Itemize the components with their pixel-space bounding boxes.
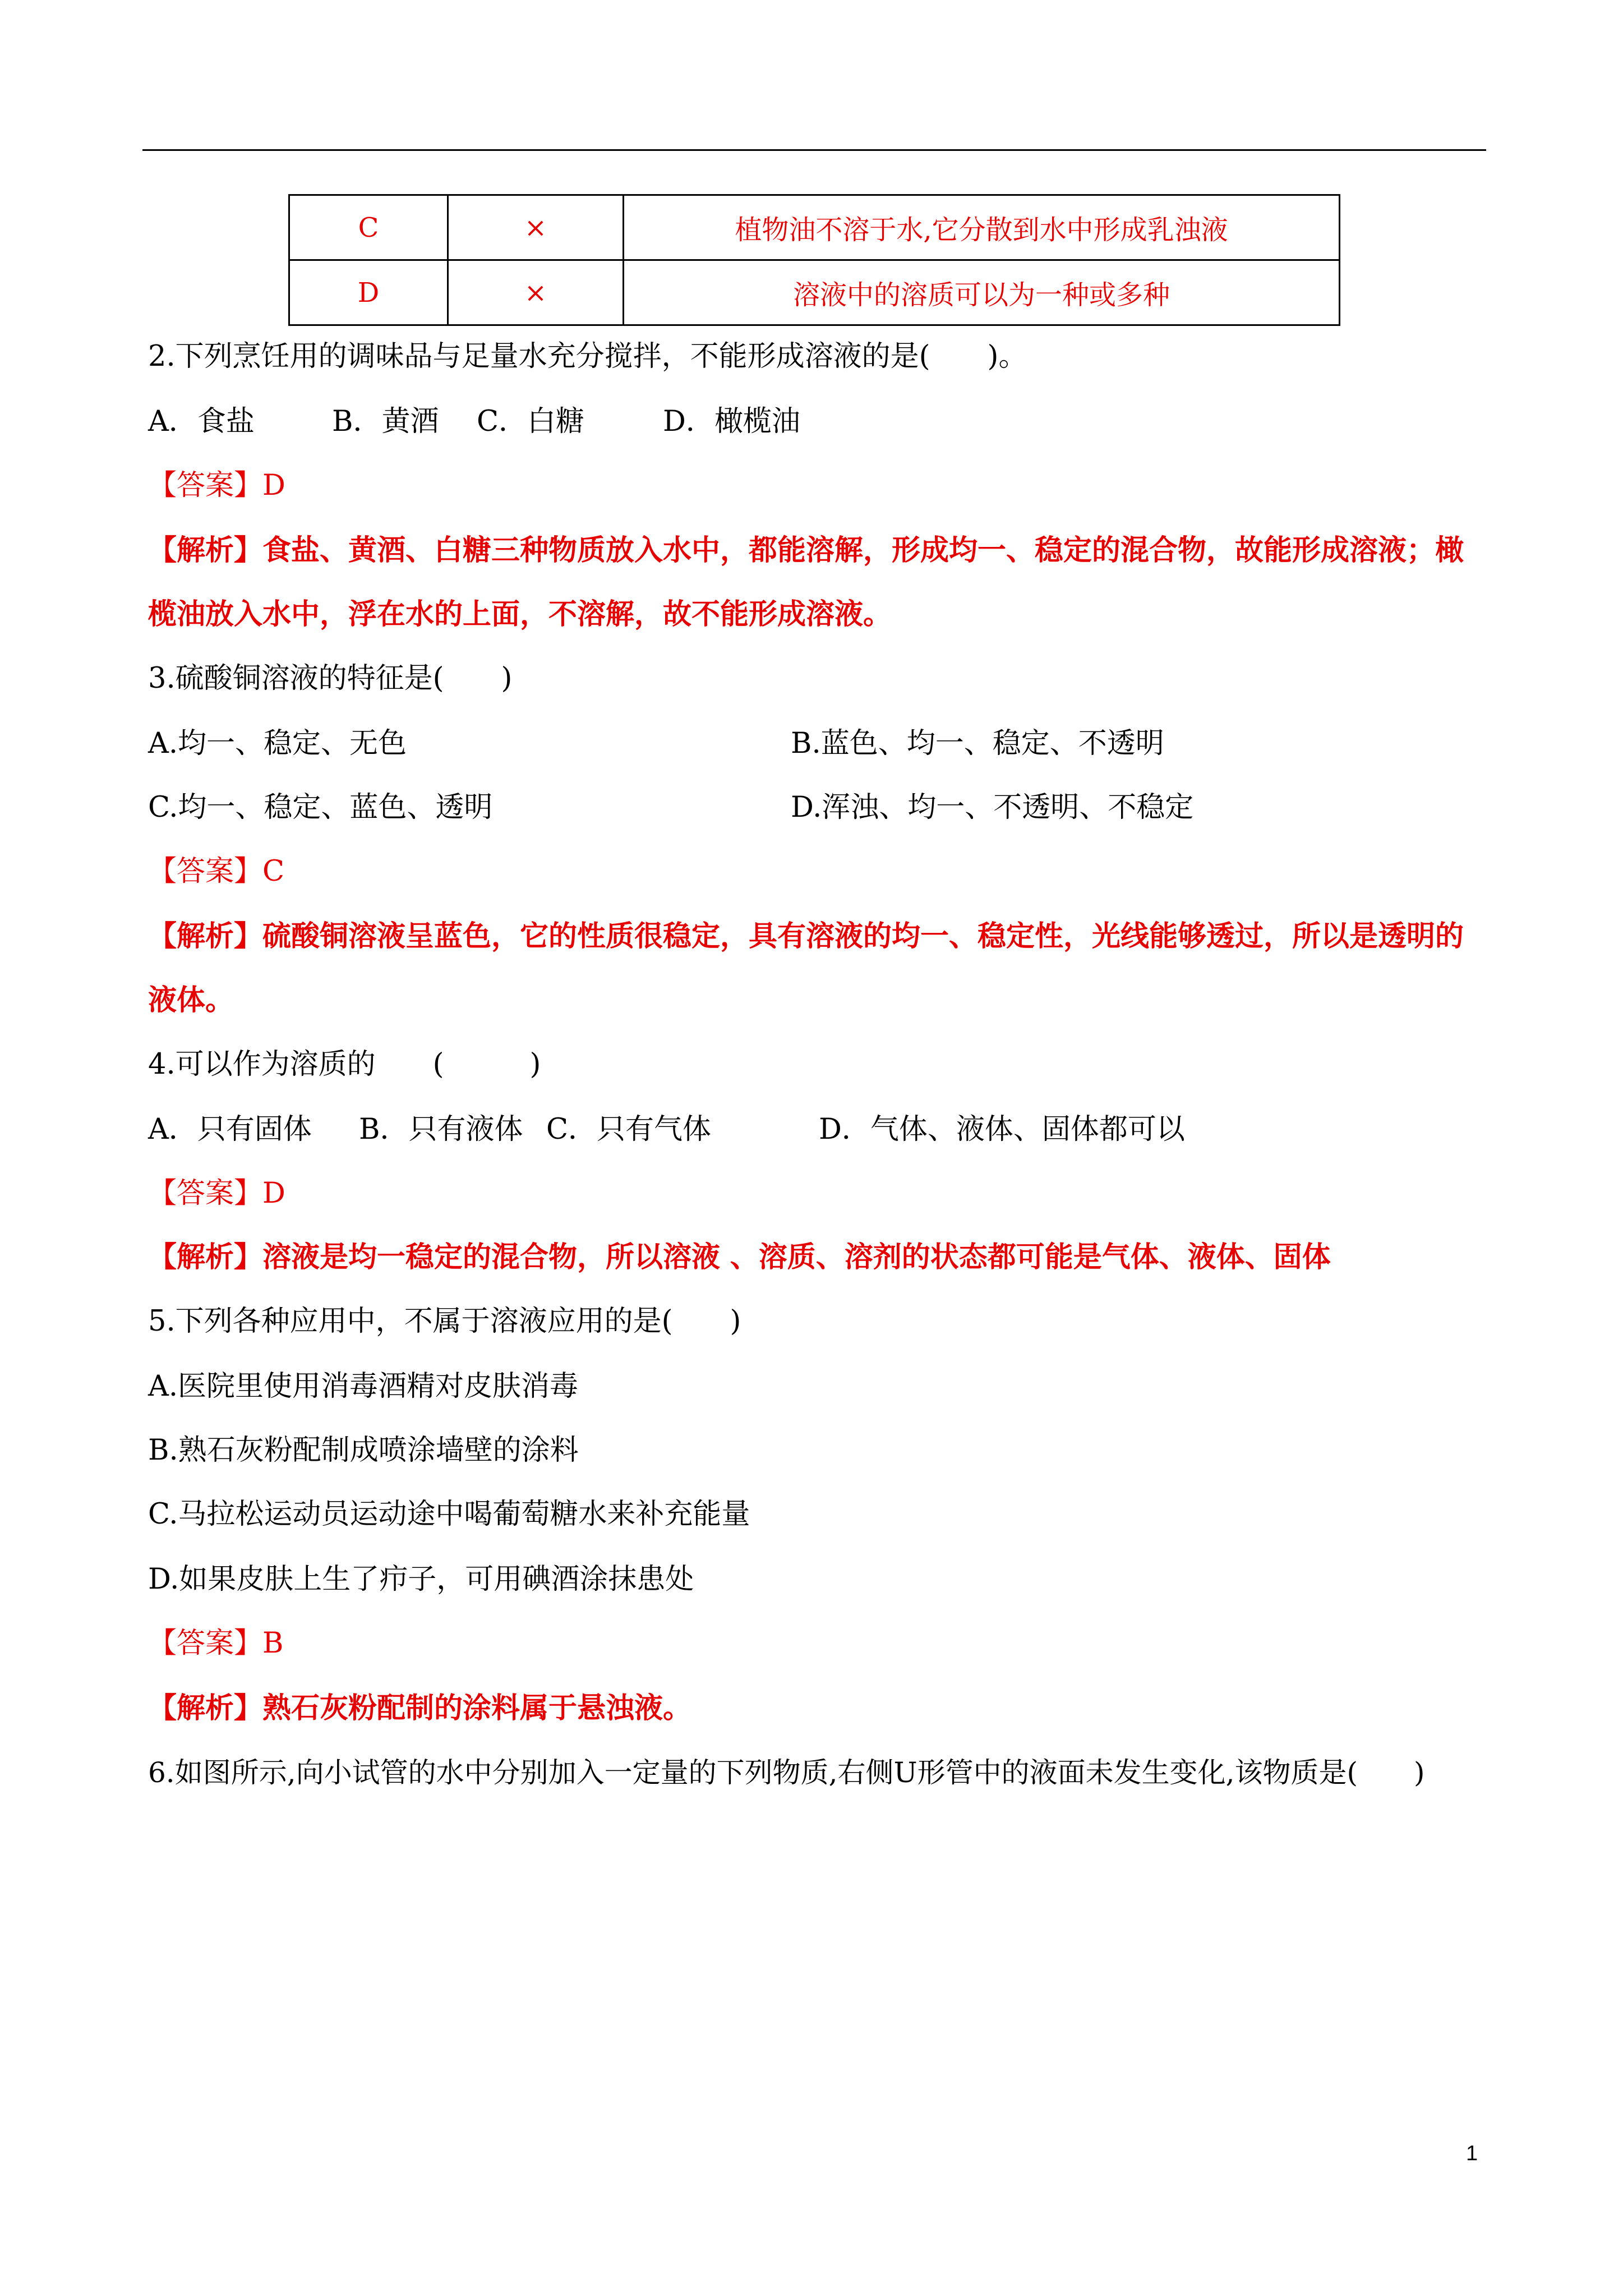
q3-option-c: C.均一、稳定、蓝色、透明 (148, 791, 493, 824)
answer-label: 【答案】 (148, 469, 263, 502)
q5-option-a: A.医院里使用消毒酒精对皮肤消毒 (148, 1370, 579, 1403)
q2-stem: 2.下列烹饪用的调味品与足量水充分搅拌，不能形成溶液的是( )。 (148, 340, 1027, 373)
q4-option-d: D．气体、液体、固体都可以 (819, 1113, 1185, 1146)
q3-stem: 3.硫酸铜溶液的特征是( ) (148, 662, 513, 695)
q5-analysis-line (148, 1692, 691, 1726)
q3-analysis-line2: 液体。 (148, 984, 234, 1017)
analysis-text: 食盐、黄酒、白糖三种物质放入水中，都能溶解，形成均一、稳定的混合物，故能形成溶液；橄 (262, 534, 1464, 567)
answer-value: D (262, 1177, 285, 1210)
page-number: 1 (1466, 2142, 1478, 2165)
q3-answer (148, 855, 284, 889)
q3-analysis-line (148, 920, 1464, 954)
analysis-label: 【解析】 (148, 1241, 263, 1274)
q6-stem: 6.如图所示,向小试管的水中分别加入一定量的下列物质,右侧U形管中的液面未发生变化,该物质是( ) (148, 1756, 1425, 1789)
q4-answer (148, 1177, 285, 1211)
q4-option-c: C．只有气体 (546, 1113, 712, 1146)
q4-stem: 4.可以作为溶质的 ( ) (148, 1048, 541, 1081)
table-reason-cell: 植物油不溶于水,它分散到水中形成乳浊液 (624, 195, 1340, 260)
q2-option-c: C．白糖 (477, 405, 585, 438)
q3-option-d: D.浑浊、均一、不透明、不稳定 (791, 791, 1194, 824)
answer-value: C (262, 855, 285, 888)
q4-option-b: B．只有液体 (359, 1113, 523, 1146)
header-rule (142, 149, 1486, 151)
table-row (289, 260, 1340, 325)
q2-option-b: B．黄酒 (332, 405, 439, 438)
analysis-text: 溶液是均一稳定的混合物，所以溶液 、溶质、溶剂的状态都可能是气体、液体、固体 (262, 1241, 1331, 1274)
analysis-text: 熟石灰粉配制的涂料属于悬浊液。 (262, 1692, 692, 1725)
table-judgement-cell: × (448, 195, 624, 260)
table-judgement-cell: × (448, 260, 624, 325)
q5-option-b: B.熟石灰粉配制成喷涂墙壁的涂料 (148, 1434, 579, 1467)
table-option-cell: C (289, 195, 448, 260)
analysis-label: 【解析】 (148, 534, 263, 567)
q4-analysis-line (148, 1241, 1331, 1274)
answer-label: 【答案】 (148, 1177, 263, 1210)
table-reason-cell: 溶液中的溶质可以为一种或多种 (624, 260, 1340, 325)
answer-table (288, 194, 1340, 326)
answer-value: D (262, 469, 285, 502)
answer-label: 【答案】 (148, 1627, 263, 1660)
q2-option-d: D．橄榄油 (663, 405, 800, 438)
q2-analysis-line2: 榄油放入水中，浮在水的上面，不溶解，故不能形成溶液。 (148, 598, 892, 631)
table-row (289, 195, 1340, 260)
q5-option-d: D.如果皮肤上生了疖子，可用碘酒涂抹患处 (148, 1563, 694, 1596)
answer-value: B (262, 1627, 284, 1660)
answer-label: 【答案】 (148, 855, 263, 888)
q2-analysis-line (148, 534, 1464, 568)
q5-stem: 5.下列各种应用中，不属于溶液应用的是( ) (148, 1305, 741, 1338)
q2-option-a: A．食盐 (148, 405, 255, 438)
table-option-cell: D (289, 260, 448, 325)
q3-option-a: A.均一、稳定、无色 (148, 727, 407, 760)
q5-answer (148, 1627, 284, 1660)
analysis-text: 硫酸铜溶液呈蓝色，它的性质很稳定，具有溶液的均一、稳定性，光线能够透过，所以是透明的 (262, 920, 1464, 953)
q5-option-c: C.马拉松运动员运动途中喝葡萄糖水来补充能量 (148, 1498, 750, 1531)
q2-answer (148, 469, 285, 503)
analysis-label: 【解析】 (148, 1692, 263, 1725)
q3-option-b: B.蓝色、均一、稳定、不透明 (791, 727, 1164, 760)
q4-option-a: A．只有固体 (148, 1113, 312, 1146)
analysis-label: 【解析】 (148, 920, 263, 953)
